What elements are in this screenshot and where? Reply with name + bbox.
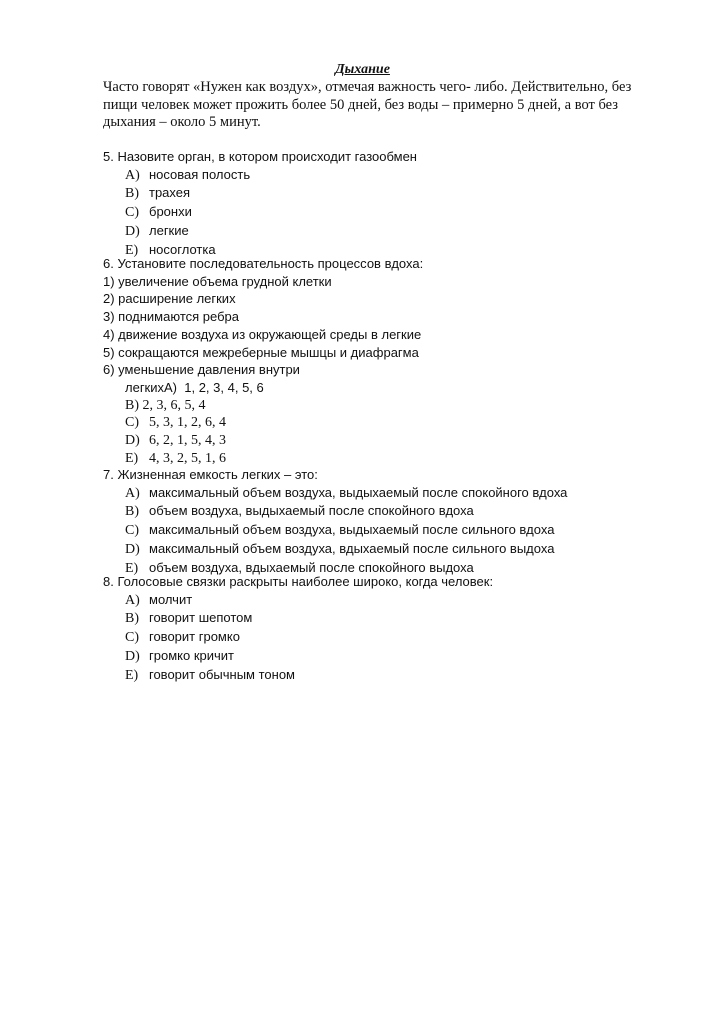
- question-text: 7. Жизненная емкость легких – это:: [103, 467, 318, 482]
- answer-option: E) говорит обычным тоном: [125, 666, 295, 683]
- answer-option: B) объем воздуха, выдыхаемый после спокойного вдоха: [125, 503, 474, 520]
- question-5: [103, 148, 417, 259]
- answer-option: E) носоглотка: [125, 241, 216, 258]
- answer-option: A) максимальный объем воздуха, выдыхаемый после спокойного вдоха: [125, 484, 568, 501]
- answer-option: A) молчит: [125, 591, 193, 608]
- intro-line: пищи человек может прожить более 50 дней, без воды – примерно 5 дней, а вот без: [103, 96, 618, 113]
- question-text: 5. Назовите орган, в котором происходит газообмен: [103, 149, 417, 164]
- sequence-step: 6) уменьшение давления внутри: [103, 362, 300, 378]
- answer-option: E) 4, 3, 2, 5, 1, 6: [125, 450, 226, 466]
- page-title: Дыхание: [335, 62, 390, 77]
- sequence-step: 5) сокращаются межреберные мышцы и диафрагма: [103, 344, 419, 360]
- sequence-step: 3) поднимаются ребра: [103, 309, 239, 325]
- intro-line: Часто говорят «Нужен как воздух», отмечая важность чего- либо. Действительно, без: [103, 79, 632, 95]
- intro-paragraph: [103, 79, 643, 132]
- question-6: [103, 255, 423, 467]
- answer-option: легкихA) 1, 2, 3, 4, 5, 6: [125, 379, 264, 395]
- answer-option: C) максимальный объем воздуха, выдыхаемый после сильного вдоха: [125, 522, 555, 539]
- question-7: [103, 466, 567, 577]
- question-8: [103, 573, 493, 684]
- answer-option: A) носовая полость: [125, 166, 251, 183]
- sequence-step: 1) увеличение объема грудной клетки: [103, 273, 332, 289]
- answer-option: D) 6, 2, 1, 5, 4, 3: [125, 433, 226, 449]
- answer-option: B) трахея: [125, 185, 191, 202]
- answer-option: B) 2, 3, 6, 5, 4: [125, 397, 206, 413]
- answer-option: C) бронхи: [125, 204, 192, 221]
- sequence-step: 2) расширение легких: [103, 291, 236, 307]
- answer-option: B) говорит шепотом: [125, 610, 253, 627]
- answer-option: D) легкие: [125, 222, 189, 239]
- answer-option: D) максимальный объем воздуха, вдыхаемый после сильного выдоха: [125, 540, 555, 557]
- intro-line: дыхания – около 5 минут.: [103, 114, 261, 130]
- sequence-step: 4) движение воздуха из окружающей среды в легкие: [103, 326, 422, 342]
- answer-option: E) объем воздуха, вдыхаемый после спокойного выдоха: [125, 559, 474, 576]
- answer-option: D) громко кричит: [125, 647, 234, 664]
- question-text: 6. Установите последовательность процессов вдоха:: [103, 256, 424, 271]
- question-text: 8. Голосовые связки раскрыты наиболее широко, когда человек:: [103, 574, 494, 589]
- answer-option: C) говорит громко: [125, 629, 240, 646]
- answer-option: C) 5, 3, 1, 2, 6, 4: [125, 415, 226, 431]
